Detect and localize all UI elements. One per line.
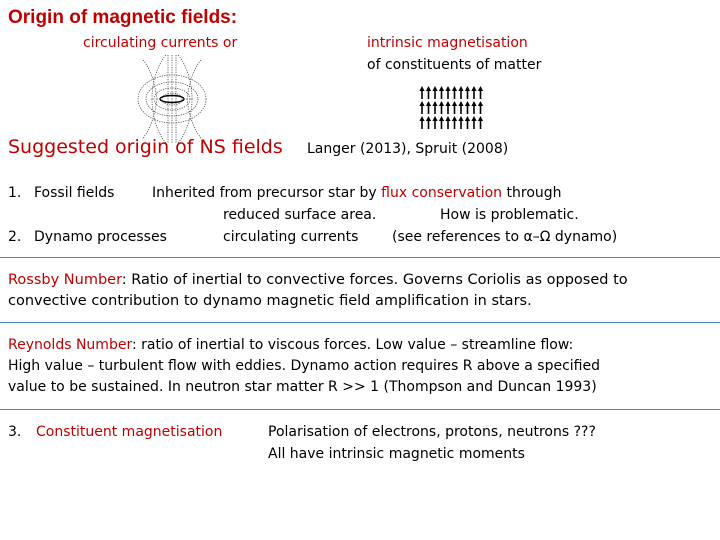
arrow-icon <box>419 101 424 114</box>
list-desc: Inherited from precursor star by flux conservation through <box>152 185 562 201</box>
arrow-icon <box>432 86 437 99</box>
arrow-icon <box>426 86 431 99</box>
list-num: 2. <box>8 229 22 245</box>
arrow-icon <box>458 86 463 99</box>
arrow-icon <box>452 86 457 99</box>
list-desc: circulating currents <box>223 229 359 245</box>
arrow-icon <box>465 101 470 114</box>
arrow-icon <box>471 116 476 129</box>
list-desc-line2: reduced surface area. <box>223 207 377 223</box>
arrow-icon <box>426 116 431 129</box>
currents-label: circulating currents or <box>83 35 238 51</box>
arrow-icon <box>426 101 431 114</box>
suggested-heading: Suggested origin of NS fields <box>8 136 283 158</box>
list-num: 1. <box>8 185 22 201</box>
list-desc-tail: (see references to α–Ω dynamo) <box>392 229 618 245</box>
arrow-icon <box>458 116 463 129</box>
suggested-refs: Langer (2013), Spruit (2008) <box>307 141 509 157</box>
arrow-icon <box>439 86 444 99</box>
divider-3 <box>0 409 720 410</box>
arrow-icon <box>471 101 476 114</box>
dipole-field-figure <box>132 55 212 143</box>
rossby-term: Rossby Number <box>8 272 122 288</box>
arrow-icon <box>452 101 457 114</box>
list-desc-tail: How is problematic. <box>440 207 579 223</box>
list-label: Fossil fields <box>34 185 115 201</box>
intrinsic-label-line2: of constituents of matter <box>367 57 542 73</box>
arrow-icon <box>478 116 483 129</box>
item3-line2: All have intrinsic magnetic moments <box>268 446 525 462</box>
arrow-icon <box>458 101 463 114</box>
magnetic-moments-figure <box>419 86 485 132</box>
arrow-icon <box>465 116 470 129</box>
arrow-icon <box>432 101 437 114</box>
arrow-icon <box>445 101 450 114</box>
divider-2 <box>0 322 720 323</box>
arrow-icon <box>439 116 444 129</box>
arrow-icon <box>445 86 450 99</box>
list-label: Constituent magnetisation <box>36 424 223 440</box>
list-num: 3. <box>8 424 22 440</box>
arrow-icon <box>419 86 424 99</box>
arrow-icon <box>452 116 457 129</box>
arrow-icon <box>445 116 450 129</box>
reynolds-term: Reynolds Number <box>8 337 132 353</box>
arrow-icon <box>478 86 483 99</box>
arrow-icon <box>419 116 424 129</box>
flux-conservation-highlight: flux conservation <box>381 185 503 201</box>
arrow-icon <box>465 86 470 99</box>
arrow-icon <box>432 116 437 129</box>
page-title: Origin of magnetic fields: <box>8 7 238 28</box>
arrow-icon <box>478 101 483 114</box>
intrinsic-label-line1: intrinsic magnetisation <box>367 35 528 51</box>
divider-1 <box>0 257 720 258</box>
arrow-icon <box>471 86 476 99</box>
item3-line1: Polarisation of electrons, protons, neutrons ??? <box>268 424 596 440</box>
arrow-icon <box>439 101 444 114</box>
list-label: Dynamo processes <box>34 229 167 245</box>
